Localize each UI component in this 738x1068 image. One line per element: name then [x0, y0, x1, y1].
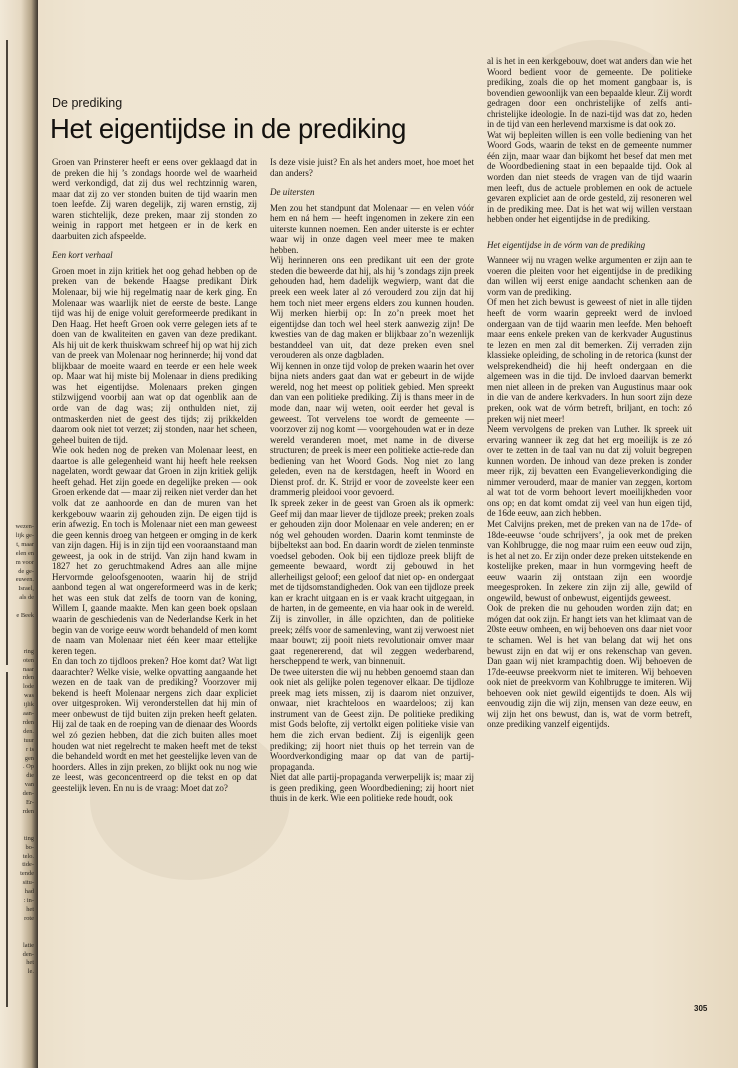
article-title: Het eigentijdse in de prediking: [50, 113, 407, 144]
margin-fragment: euwen.: [15, 576, 34, 584]
margin-fragment: rote: [24, 914, 34, 922]
article-column-2: [270, 157, 474, 804]
paragraph: Wij herinneren ons een predikant uit een der grote steden die beweerde dat hij, als hij ’s zondags zijn preek gehouden had, hem dadelijk wegwierp, want dat die preek een week later al zó verouderd zou zijn dat hij hem toch niet meer ergens elders zou kunnen houden. Wij merken hierbij op: In zo’n preek moet het eigentijdse dan toch wel heel sterk aanwezig zijn! De kwesties van de dag maken er blijkbaar zo’n wezenlijk bestanddeel van uit, dat deze preken even snel verouderen als onze dagbladen.: [270, 255, 474, 361]
margin-fragment: ijlik: [23, 701, 34, 709]
margin-fragment: t, maar: [16, 540, 34, 548]
paragraph: Wie ook heden nog de preken van Molenaar leest, en daartoe is alle gelegenheid want hij heeft hele reeksen nagelaten, wordt gewaar dat Groen in zijn kritiek gelijk heeft gehad. Het zijn goede en degelijke preken — ook Groen erkende dat — maar zij reiken niet verder dan het volk dat ze aanhoorde en dan de muren van het kerkgebouw waarin zij gehouden zijn. De eigen tijd is erin afwezig. En toch is Molenaar niet een man geweest die geen kennis droeg van hetgeen er omging in de kerk van zijn dagen. Hij is in zijn tijd een vooraanstaand man geweest, ja ook in de strijd. Van zijn hand kwam in 1827 het zo geruchtmakend Adres aan alle mijne Hervormde geloofsgenooten, waarin hij de strijd aanbond tegen al wat ongereformeerd was in de kerk; het was een stuk dat zelfs de toorn van de koning, Willem I, gaande maakte. Men kan geen boek opslaan waarin de geschiedenis van de Nederlandse Kerk in het begin van de vorige eeuw wordt behandeld of men komt de naam van Molenaar niet één keer maar ettelijke keren tegen.: [52, 445, 257, 656]
article-column-3: [487, 56, 692, 730]
margin-fragment: situ-: [22, 879, 34, 887]
margin-fragment: ting: [24, 834, 34, 842]
margin-fragment: r is: [26, 745, 34, 753]
section-subheading: Het eigentijdse in de vórm van de prediking: [487, 239, 646, 250]
paragraph: De twee uitersten die wij nu hebben genoemd staan dan ook niet als gelijke polen tegenover elkaar. De tijdloze preek mag iets missen, zij is daarom niet onzuiver, onwaar, niet krachteloos en waardeloos; zij kan instrument van de Geest zijn. De politieke prediking mist Gods belofte, zij vertolkt eigen politieke visie van hem die zich ervan bedient. Zij is eigenlijk geen prediking; zij hoort niet thuis op het terrein van de Woordverkondiging maar op dat van de partij-propaganda.: [270, 666, 474, 772]
margin-fragment: naar: [23, 665, 34, 673]
margin-fragment: Er-: [25, 799, 34, 807]
article-column-1: [52, 157, 257, 793]
margin-fragment: de ge-: [18, 567, 34, 575]
margin-fragment: was: [24, 692, 34, 700]
margin-fragment: die: [26, 772, 34, 780]
margin-fragment: ring: [23, 647, 34, 655]
margin-fragment: het: [26, 959, 34, 967]
margin-fragment: [0, 817, 34, 826]
paragraph: Groen van Prinsterer heeft er eens over geklaagd dat in de preken die hij ’s zondags hoorde wel de waarheid werd verkondigd, dat zij dus wel rechtzinnig waren, maar dat zij zo ver stonden buiten de tijd waarin men toen leefde. Zij waren degelijk, zij waren ernstig, zij waren stichtelijk, deze preken, maar zij stonden zo weinig in rapport met hetgeen er in de kerk en daarbuiten zich afspeelde.: [52, 157, 257, 241]
paragraph: Wij kennen in onze tijd volop de preken waarin het over bijna niets anders gaat dan wat er gebeurt in de wijde wereld, nog het meest op politiek gebied. Men spreekt dan van een politieke prediking. Zij is thans meer in de mode dan, naar wij weten, ooit eerder het geval is geweest. Tot vervelens toe wordt de gemeente — voorzover zij nog komt — voorgehouden wat er in deze wereld veranderen moet, met name in de diverse structuren; de preek is meer een politieke actie-rede dan bediening van het Woord Gods. Nog niet zo lang geleden, even na de kerstdagen, heeft in Woord en Dienst prof. dr. K. Strijd er voor de zoveelste keer een drammerig pleidooi voor gevoerd.: [270, 360, 474, 498]
paragraph: Met Calvijns preken, met de preken van na de 17de- of 18de-eeuwse ‘oude schrijvers’, ja ook met de preken van Kohlbrugge, die nog maar ruim een eeuw oud zijn, is het al net zo. Er zijn onder deze preken uitstekende en kostelijke preken, maar in hun vormgeving heeft de eeuw waarin zij ontstaan zijn een woordje meegesproken. In zekere zin zijn zij alle, gewild of ongewild, bewust of onbewust, eigentijds geweest.: [487, 518, 692, 603]
margin-fragment: [0, 639, 34, 648]
margin-fragment: als de: [19, 594, 34, 602]
margin-fragment: [0, 933, 34, 942]
margin-fragment: telo.: [22, 852, 34, 860]
paragraph: Wat wij bepleiten willen is een volle bediening van het Woord Gods, waarin de tekst en de gemeente nummer één zijn, maar waar dan bijkomt het besef dat men met de Woordbediening staat in een bepaalde tijd. Ook al worden dan niet steeds de vragen van de tijd waarin men leeft, dus de actuele problemen en ook de actuele gevaren expliciet aan de orde gesteld, zij resoneren wel in de prediking mee. Dat is het wat wij willen verstaan hebben onder het eigentijdse in de prediking.: [487, 129, 692, 225]
margin-fragment: rden: [22, 718, 34, 726]
margin-fragment: m voor: [15, 558, 34, 566]
margin-fragment: den-: [22, 790, 34, 798]
margin-fragment: elen en: [15, 549, 34, 557]
margin-fragment: [0, 621, 34, 630]
section-subheading: De uitersten: [270, 187, 315, 198]
margin-fragment: latie: [23, 941, 34, 949]
paragraph: Is deze visie juist? En als het anders moet, hoe moet het dan anders?: [270, 157, 474, 178]
margin-fragment: le.: [27, 968, 34, 976]
section-subheading: Een kort verhaal: [52, 250, 113, 261]
margin-fragment: oten: [22, 656, 34, 664]
paragraph: Ook de preken die nu gehouden worden zijn dat; en mógen dat ook zijn. Er hangt iets van het klimaat van de 20ste eeuw omheen, en wij behoeven ons daar niet voor te schamen. Wel is het van belang dat wij het ons bewust zijn en dat wij er ons rekenschap van geven. Dan gaan wij niet krampachtig doen. Wij behoeven de 17de-eeuwse preekvorm niet te imiteren. Wij behoeven ook niet de preekvorm van Kohlbrugge te imiteren. Wij behoeven ook niet gewild eigentijds te doen. Als wij eenvoudig zijn die wij zijn, mensen van deze eeuw, en wij zijn het ons bewust, dan is, wat de vorm betreft, onze prediking vanzelf eigentijds.: [487, 603, 692, 730]
margin-fragment: : in-: [23, 897, 34, 905]
margin-fragment: had: [24, 888, 34, 896]
margin-fragment: [0, 924, 34, 933]
margin-fragment: . Op: [22, 763, 34, 771]
page-number: 305: [694, 1004, 708, 1013]
margin-fragment: e Beek: [16, 612, 34, 620]
paragraph: Niet dat alle partij-propaganda verwerpelijk is; maar zij is geen prediking, geen Woordbediening; zij hoort niet thuis in de kerk. Wie een politieke rede houdt, ook: [270, 772, 474, 804]
margin-fragment: bo-: [25, 843, 34, 851]
margin-fragment: rden: [22, 808, 34, 815]
paragraph: En dan toch zo tijdloos preken? Hoe komt dat? Wat ligt daarachter? Welke visie, welke opvatting aangaande het wezen en de taak van de prediking? Voorzover mij bekend is heeft Molenaar nergens zich daar expliciet over uitgesproken. Wij veronderstellen dat hij min of meer onbewust de tijd buiten zijn preken heeft gelaten. Hij zal de taak en de roeping van de dienaar des Woords wel zó gezien hebben, dat die zich buiten alles moet houden wat niet regelrecht te maken heeft met de tekst die behandeld wordt en met het geestelijke leven van de hoorders. Alles in zijn preken, zo blijkt ook nu nog wie ze leest, was geconcentreerd op die tekst en op dat geestelijk leven. En nu is de vraag: Moet dat zo?: [52, 656, 257, 793]
paragraph: Men zou het standpunt dat Molenaar — en velen vóór hem en ná hem — heeft ingenomen in zekere zin een uiterste kunnen noemen. Een ander uiterste is er echter waar wij in onze dagen veel meer mee te maken hebben.: [270, 202, 474, 255]
margin-fragment: het: [26, 905, 34, 913]
margin-fragment: lode: [22, 683, 34, 691]
margin-fragment: aan-: [23, 710, 34, 718]
paragraph: Wanneer wij nu vragen welke argumenten er zijn aan te voeren die pleiten voor het eigentijdse in de prediking dan willen wij eerst enige aandacht schenken aan de vorm van de prediking.: [487, 255, 692, 297]
paragraph: Neem vervolgens de preken van Luther. Ik spreek uit ervaring wanneer ik zeg dat het erg moeilijk is ze zó over te zetten in de taal van nu dat zij voluit begrepen kunnen worden. De inhoud van deze preken is zonder meer rijk, zij bevatten een Evangelieverkondiging die nimmer verouderd, maar de manier van zeggen, kortom al wat tot de vorm behoort levert moeilijkheden voor ons op; en dat komt omdat zij veel van hun eigen tijd, de 16de eeuw, aan zich hebben.: [487, 424, 692, 519]
page-gutter: [0, 0, 38, 1068]
paragraph: Of men het zich bewust is geweest of niet in alle tijden heeft de vorm waarin gepreekt werd de invloed ondergaan van de tijd waarin men leefde. Men behoeft maar eens enkele preken van de kerkvader Augustinus te lezen en men zal dit bemerken. Zij verraden zijn klassieke opleiding, de scholing in de retorica (kunst der welsprekendheid) die hij heeft ondergaan en die algemeen was in die tijd. De invloed daarvan bemerkt men niet alleen in de preken van Augustinus maar ook in die van de andere kerkvaders. In hun soort zijn deze preken, ook wat de vórm betreft, briljant, en toch: zó preken wij niet meer!: [487, 297, 692, 424]
margin-fragment: Israel,: [18, 585, 34, 593]
previous-page-text-fragments: [0, 523, 34, 977]
margin-fragment: [0, 603, 34, 612]
paragraph: Groen moet in zijn kritiek het oog gehad hebben op de preken van de bekende Haagse predikant Dirk Molenaar, bij wie hij regelmatig naar de kerk ging. En Molenaar was waarlijk niet de eerste de beste. Lange tijd was hij de enige voluit gereformeerde predikant in Den Haag. Het heeft Groen ook verre gelegen iets af te doen van de kwaliteiten en gaven van deze predikant. Als hij uit de kerk thuiskwam schreef hij op wat hij zich van de preek van Molenaar nog herinnerde; hij vond dat blijkbaar de moeite waard en teerde er een hele week op. Maar wat hij miste bij Molenaar in diens prediking was het eigentijdse. Molenaars preken gingen stilzwijgend voorbij aan wat op dat ogenblik aan de orde van de dag was; zij onthulden niet, zij ontmaskerden niet de geest des tijds; zij prikkelden daarom ook niet tot verzet; zij stonden, naar het scheen, geheel buiten de tijd.: [52, 265, 257, 445]
margin-fragment: tende: [20, 870, 34, 878]
section-kicker: De prediking: [52, 96, 123, 110]
margin-fragment: rden: [22, 674, 34, 682]
margin-fragment: tide-: [22, 861, 34, 869]
margin-fragment: tuur: [23, 736, 34, 744]
paragraph: Ik spreek zeker in de geest van Groen als ik opmerk: Geef mij dan maar liever de tijdloze preek; preken zoals er gehouden zijn door Molenaar en vele anderen; en er nóg wel gehouden worden. Daarin komt tenminste de bijbeltekst aan bod. En daarin wordt de zielen tenminste voedsel geboden. Ook bij een tijdloze preek blijft de gemeente bewaard, wordt zij gebouwd in het allerheiligst geloof; een geloof dat niet op- en ondergaat met de tijdsomstandigheden. Ook van een tijdloze preek kan er kracht uitgaan en is er vaak kracht uitgegaan, in de harten, in de gemeente, en via haar ook in de wereld. Zij is zinvoller, in álle opzichten, dan de politieke preek; zélfs voor de samenleving, want zij verwoest niet maar bouwt; zij pooit niets revolutionair omver maar gaat regenererend, dat wil zeggen wederbarend, herscheppend te werk, van binnenuit.: [270, 497, 474, 667]
margin-fragment: [0, 826, 34, 835]
margin-fragment: den.: [23, 727, 34, 735]
margin-fragment: van: [24, 781, 34, 789]
margin-fragment: gen: [24, 754, 34, 762]
margin-fragment: [0, 630, 34, 639]
margin-fragment: wezen-: [15, 523, 34, 530]
margin-fragment: lijk ge-: [15, 531, 34, 539]
paragraph: al is het in een kerkgebouw, doet wat anders dan wie het Woord bedient voor de gemeente. De politieke prediking, zoals die op het moment gangbaar is, is bovendien gewoonlijk van een bepaalde kleur. Zij wordt gedragen door een onchristelijke of zelfs anti-christelijke ideologie. In de nazi-tijd was dat zo, heden in de tijd van een herlevend marxisme is dat ook zo.: [487, 56, 692, 130]
margin-fragment: den-: [22, 950, 34, 958]
spacer: [487, 225, 692, 231]
